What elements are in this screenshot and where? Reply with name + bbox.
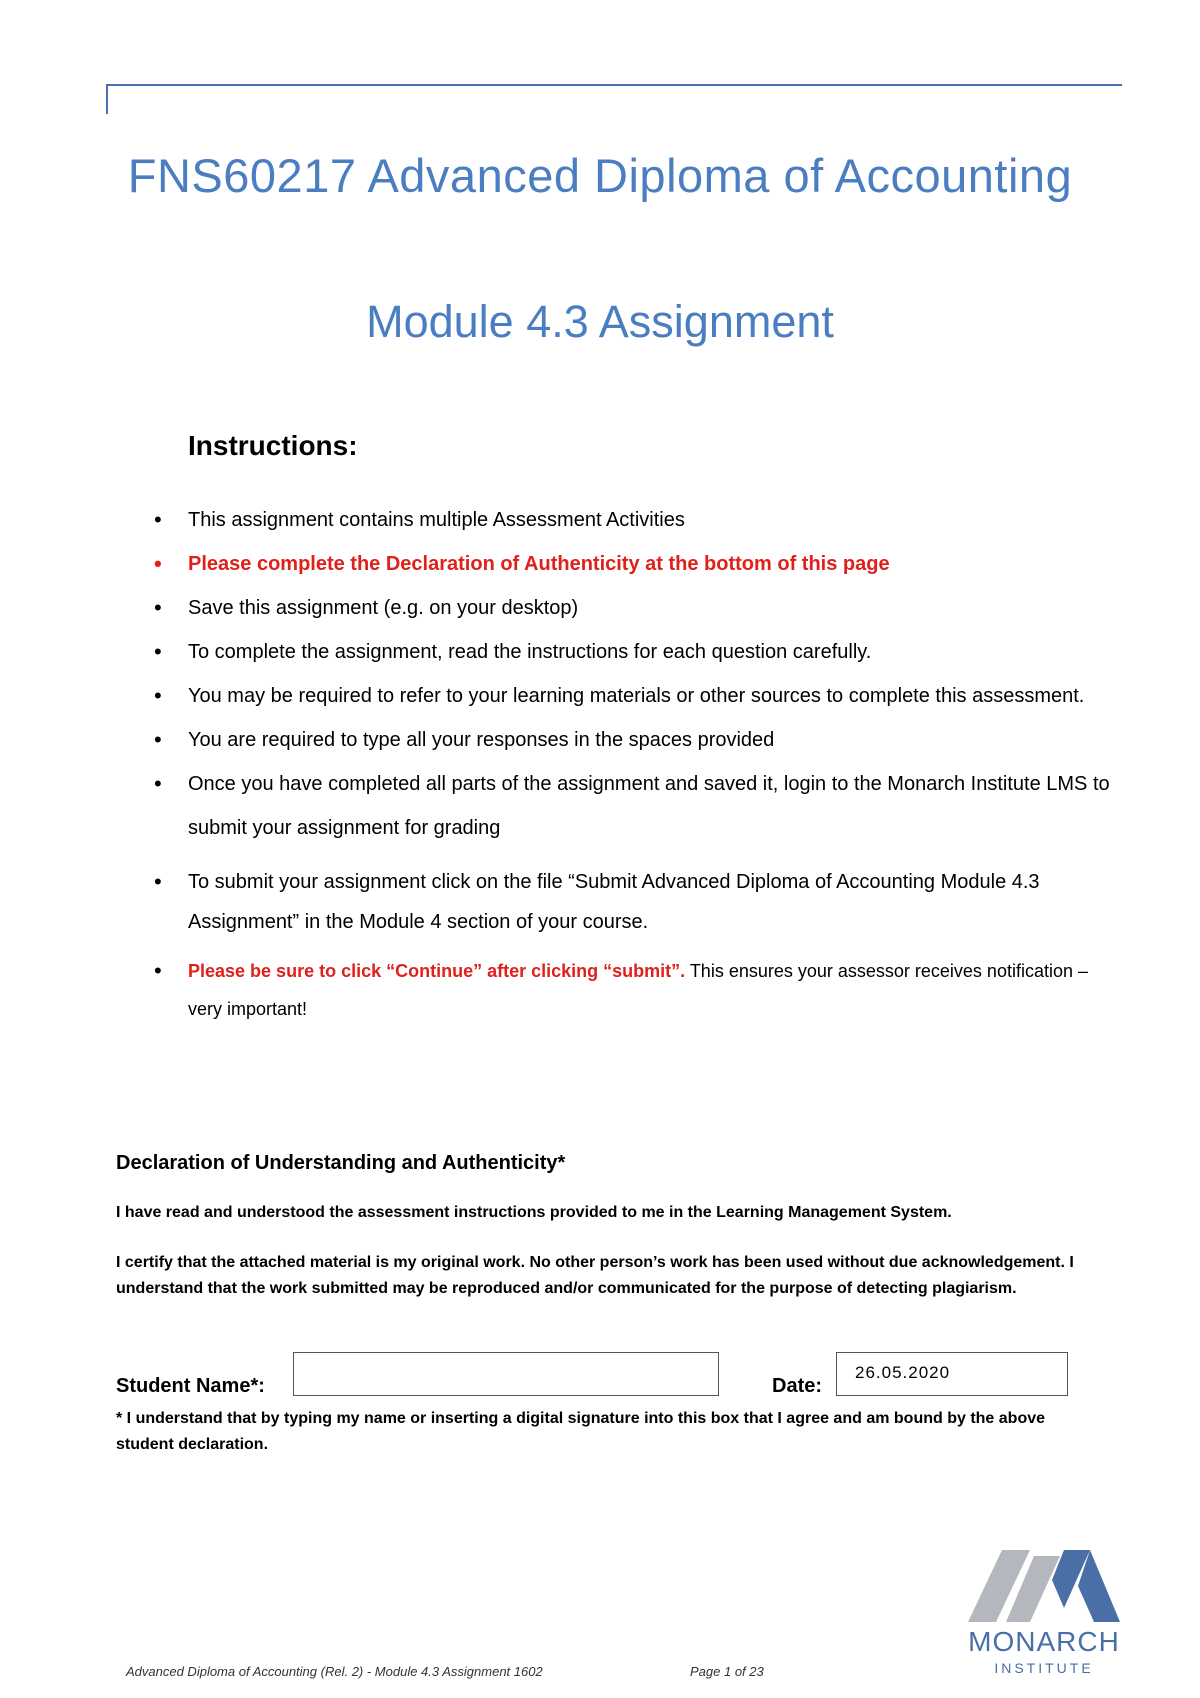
declaration-paragraph-2: I certify that the attached material is my original work. No other person’s work has been used without due acknowledgement. I understand that the work submitted may be reproduced and/or communicated for the purpose of detecting plagiarism.	[116, 1254, 1074, 1297]
continue-notice-text: This ensures your assessor receives notification – very important!	[188, 961, 1088, 1019]
logo-wordmark: MONARCH	[968, 1626, 1120, 1657]
logo-subtitle: INSTITUTE	[994, 1660, 1094, 1676]
page-frame-left-line	[106, 84, 108, 114]
list-item: • This assignment contains multiple Assessment Activities	[146, 498, 1126, 542]
list-item: • To submit your assignment click on the file “Submit Advanced Diploma of Accounting Module 4.3 Assignment” in the Module 4 section of your course.	[146, 862, 1126, 942]
list-item-continue-notice	[146, 952, 1126, 1028]
declaration-footnote: * I understand that by typing my name or inserting a digital signature into this box that I agree and am bound by the above student declaration.	[116, 1410, 1046, 1453]
footer-document-info: Advanced Diploma of Accounting (Rel. 2) - Module 4.3 Assignment 1602	[126, 1664, 543, 1679]
list-item: • To complete the assignment, read the instructions for each question carefully.	[146, 630, 1126, 674]
student-name-field[interactable]	[293, 1352, 719, 1396]
footer-page-number: Page 1 of 23	[690, 1664, 764, 1679]
list-item: • You may be required to refer to your learning materials or other sources to complete this assessment.	[146, 674, 1126, 718]
student-name-label: Student Name*:	[116, 1375, 265, 1397]
date-label: Date:	[772, 1375, 823, 1397]
list-item: • Once you have completed all parts of the assignment and saved it, login to the Monarch Institute LMS to submit your assignment for grading	[146, 762, 1126, 850]
declaration-paragraph-1: I have read and understood the assessment instructions provided to me in the Learning Management System.	[116, 1204, 952, 1221]
list-item: • You are required to type all your responses in the spaces provided	[146, 718, 1126, 762]
monarch-logo-mark-icon	[968, 1550, 1120, 1624]
continue-warning: Please be sure to click “Continue” after clicking “submit”.	[188, 961, 686, 981]
page-frame-top-line	[106, 84, 1122, 86]
document-subtitle: Module 4.3 Assignment	[366, 296, 834, 347]
monarch-logo	[968, 1550, 1120, 1676]
declaration-heading: Declaration of Understanding and Authenticity*	[116, 1152, 566, 1174]
document-title: FNS60217 Advanced Diploma of Accounting	[127, 149, 1073, 202]
instructions-heading: Instructions:	[188, 430, 358, 461]
list-item-emphasis: • Please complete the Declaration of Authenticity at the bottom of this page	[146, 542, 1126, 586]
list-item: • Save this assignment (e.g. on your desktop)	[146, 586, 1126, 630]
instructions-list	[146, 498, 1126, 1028]
date-field[interactable]: 26.05.2020	[836, 1352, 1068, 1396]
